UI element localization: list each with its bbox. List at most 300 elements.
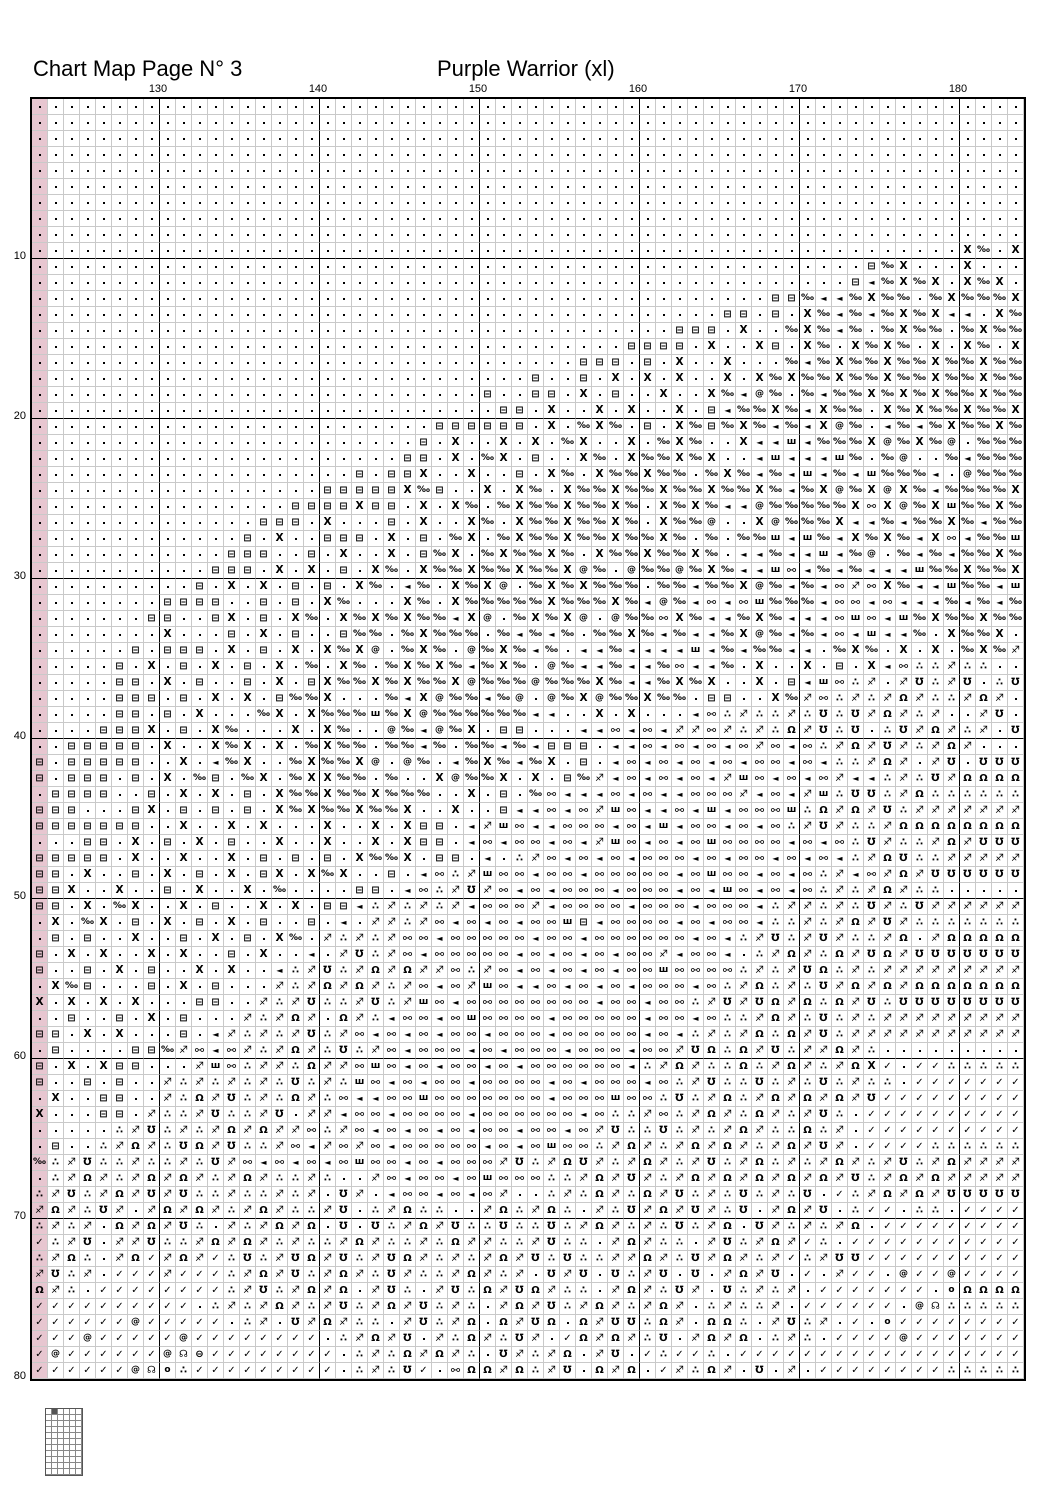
heavy-x-stitch: X xyxy=(464,467,480,483)
arrow-stitch: ♐ xyxy=(480,883,496,899)
mho-stitch: ℧ xyxy=(208,1107,224,1123)
heavy-x-stitch: X xyxy=(720,371,736,387)
flag-stitch: ◄ xyxy=(656,787,672,803)
mho-stitch: ℧ xyxy=(352,947,368,963)
flag-stitch: ◄ xyxy=(816,291,832,307)
dot-stitch xyxy=(848,1107,864,1123)
per-mille-stitch: ‰ xyxy=(992,515,1008,531)
sha-stitch: ш xyxy=(704,835,720,851)
dot-stitch xyxy=(784,659,800,675)
dot-stitch xyxy=(544,227,560,243)
mho-stitch: ℧ xyxy=(1008,675,1024,691)
dot-stitch xyxy=(112,99,128,115)
dot-stitch xyxy=(160,323,176,339)
flag-stitch: ◄ xyxy=(832,531,848,547)
at-stitch: @ xyxy=(832,483,848,499)
omega-stitch: Ω xyxy=(800,995,816,1011)
therefore-stitch: ∴ xyxy=(320,1091,336,1107)
linked-rings-stitch: ⚯ xyxy=(720,755,736,771)
heavy-x-stitch: X xyxy=(560,531,576,547)
omega-stitch: Ω xyxy=(720,1091,736,1107)
heavy-x-stitch: X xyxy=(992,547,1008,563)
per-mille-stitch: ‰ xyxy=(704,499,720,515)
arrow-stitch: ♐ xyxy=(592,771,608,787)
heavy-x-stitch: X xyxy=(560,499,576,515)
dot-stitch xyxy=(336,147,352,163)
therefore-stitch: ∴ xyxy=(736,1075,752,1091)
dot-stitch xyxy=(704,115,720,131)
arrow-stitch: ♐ xyxy=(352,1187,368,1203)
dot-stitch xyxy=(528,227,544,243)
dot-stitch xyxy=(400,307,416,323)
arrow-stitch: ♐ xyxy=(512,1251,528,1267)
linked-rings-stitch: ⚯ xyxy=(608,915,624,931)
per-mille-stitch: ‰ xyxy=(480,563,496,579)
per-mille-stitch: ‰ xyxy=(400,787,416,803)
dot-stitch xyxy=(976,195,992,211)
heavy-x-stitch: X xyxy=(736,435,752,451)
sha-stitch: ш xyxy=(368,707,384,723)
mho-stitch: ℧ xyxy=(1008,835,1024,851)
linked-rings-stitch: ⚯ xyxy=(448,1075,464,1091)
heavy-x-stitch: X xyxy=(880,371,896,387)
omega-stitch: Ω xyxy=(896,1171,912,1187)
arrow-stitch: ♐ xyxy=(672,1299,688,1315)
dot-stitch xyxy=(64,611,80,627)
dot-stitch xyxy=(144,179,160,195)
per-mille-stitch: ‰ xyxy=(624,531,640,547)
dot-stitch xyxy=(464,451,480,467)
heavy-x-stitch: X xyxy=(976,323,992,339)
dot-stitch xyxy=(288,947,304,963)
arrow-stitch: ♐ xyxy=(240,1011,256,1027)
dot-stitch xyxy=(304,211,320,227)
arrow-stitch: ♐ xyxy=(880,835,896,851)
dot-stitch xyxy=(96,1219,112,1235)
dot-stitch xyxy=(416,163,432,179)
dot-stitch xyxy=(48,595,64,611)
heavy-x-stitch: X xyxy=(224,867,240,883)
dot-stitch xyxy=(48,483,64,499)
dot-stitch xyxy=(208,99,224,115)
linked-rings-stitch: ⚯ xyxy=(480,1187,496,1203)
dot-stitch xyxy=(800,243,816,259)
linked-rings-stitch: ⚯ xyxy=(688,819,704,835)
dot-stitch xyxy=(144,867,160,883)
dot-stitch xyxy=(32,179,48,195)
omega-stitch: Ω xyxy=(400,1203,416,1219)
check-stitch: ✓ xyxy=(880,1283,896,1299)
dot-stitch xyxy=(416,387,432,403)
dot-stitch xyxy=(528,211,544,227)
dot-stitch xyxy=(240,947,256,963)
dot-stitch xyxy=(240,131,256,147)
arrow-stitch: ♐ xyxy=(400,1219,416,1235)
therefore-stitch: ∴ xyxy=(816,899,832,915)
mho-stitch: ℧ xyxy=(752,1219,768,1235)
dot-stitch xyxy=(176,739,192,755)
dot-stitch xyxy=(176,227,192,243)
dot-stitch xyxy=(592,195,608,211)
linked-rings-stitch: ⚯ xyxy=(416,1187,432,1203)
dot-stitch xyxy=(32,563,48,579)
dot-stitch xyxy=(640,131,656,147)
per-mille-stitch: ‰ xyxy=(672,547,688,563)
dot-stitch xyxy=(64,403,80,419)
arrow-stitch: ♐ xyxy=(896,915,912,931)
dot-stitch xyxy=(880,1267,896,1283)
boxed-bar-stitch: ⊟ xyxy=(176,723,192,739)
arrow-stitch: ♐ xyxy=(944,1011,960,1027)
linked-rings-stitch: ⚯ xyxy=(560,1059,576,1075)
dot-stitch xyxy=(64,1075,80,1091)
linked-rings-stitch: ⚯ xyxy=(752,755,768,771)
linked-rings-stitch: ⚯ xyxy=(624,803,640,819)
dot-stitch xyxy=(416,243,432,259)
flag-stitch: ◄ xyxy=(688,979,704,995)
heavy-x-stitch: X xyxy=(480,483,496,499)
dot-stitch xyxy=(224,179,240,195)
flag-stitch: ◄ xyxy=(288,1155,304,1171)
per-mille-stitch: ‰ xyxy=(544,531,560,547)
arrow-stitch: ♐ xyxy=(640,1171,656,1187)
heavy-x-stitch: X xyxy=(672,355,688,371)
boxed-bar-stitch: ⊟ xyxy=(704,403,720,419)
dot-stitch xyxy=(464,1203,480,1219)
heavy-x-stitch: X xyxy=(320,739,336,755)
per-mille-stitch: ‰ xyxy=(784,499,800,515)
dot-stitch xyxy=(368,371,384,387)
dot-stitch xyxy=(720,211,736,227)
dot-stitch xyxy=(592,147,608,163)
arrow-stitch: ♐ xyxy=(384,947,400,963)
boxed-bar-stitch: ⊟ xyxy=(112,1107,128,1123)
per-mille-stitch: ‰ xyxy=(592,595,608,611)
arrow-stitch: ♐ xyxy=(640,1235,656,1251)
flag-stitch: ◄ xyxy=(976,515,992,531)
arrow-stitch: ♐ xyxy=(848,1091,864,1107)
check-stitch: ✓ xyxy=(976,1315,992,1331)
dot-stitch xyxy=(256,931,272,947)
mho-stitch: ℧ xyxy=(944,755,960,771)
linked-rings-stitch: ⚯ xyxy=(240,1155,256,1171)
dot-stitch xyxy=(144,739,160,755)
flag-stitch: ◄ xyxy=(752,547,768,563)
dot-stitch xyxy=(384,579,400,595)
check-stitch: ✓ xyxy=(976,1219,992,1235)
dot-stitch xyxy=(592,259,608,275)
dot-stitch xyxy=(960,755,976,771)
check-stitch: ✓ xyxy=(848,1315,864,1331)
dot-stitch xyxy=(304,819,320,835)
check-stitch: ✓ xyxy=(928,1059,944,1075)
arrow-stitch: ♐ xyxy=(896,1027,912,1043)
therefore-stitch: ∴ xyxy=(800,979,816,995)
linked-rings-stitch: ⚯ xyxy=(512,1091,528,1107)
at-stitch: @ xyxy=(528,675,544,691)
mho-stitch: ℧ xyxy=(816,723,832,739)
dot-stitch xyxy=(192,419,208,435)
check-stitch: ✓ xyxy=(288,1347,304,1363)
arrow-stitch: ♐ xyxy=(352,1011,368,1027)
mho-stitch: ℧ xyxy=(816,819,832,835)
therefore-stitch: ∴ xyxy=(800,1251,816,1267)
dot-stitch xyxy=(944,211,960,227)
arrow-stitch: ♐ xyxy=(480,1251,496,1267)
boxed-bar-stitch: ⊟ xyxy=(672,339,688,355)
omega-stitch: Ω xyxy=(544,1203,560,1219)
dot-stitch xyxy=(368,355,384,371)
heavy-x-stitch: X xyxy=(992,499,1008,515)
heavy-x-stitch: X xyxy=(144,1011,160,1027)
arrow-stitch: ♐ xyxy=(272,1139,288,1155)
flag-stitch: ◄ xyxy=(912,419,928,435)
arrow-stitch: ♐ xyxy=(224,1027,240,1043)
dot-stitch xyxy=(464,259,480,275)
dot-stitch xyxy=(272,899,288,915)
per-mille-stitch: ‰ xyxy=(896,403,912,419)
dot-stitch xyxy=(848,227,864,243)
arrow-stitch: ♐ xyxy=(912,1011,928,1027)
heavy-x-stitch: X xyxy=(448,451,464,467)
per-mille-stitch: ‰ xyxy=(912,275,928,291)
dot-stitch xyxy=(160,147,176,163)
dot-stitch xyxy=(384,243,400,259)
per-mille-stitch: ‰ xyxy=(528,515,544,531)
check-stitch: ✓ xyxy=(960,1219,976,1235)
dot-stitch xyxy=(176,771,192,787)
heavy-x-stitch: X xyxy=(96,947,112,963)
flag-stitch: ◄ xyxy=(208,755,224,771)
heavy-x-stitch: X xyxy=(512,515,528,531)
dot-stitch xyxy=(816,115,832,131)
arrow-stitch: ♐ xyxy=(912,691,928,707)
dot-stitch xyxy=(160,227,176,243)
dot-stitch xyxy=(768,195,784,211)
arrow-stitch: ♐ xyxy=(480,1235,496,1251)
arrow-stitch: ♐ xyxy=(768,1219,784,1235)
therefore-stitch: ∴ xyxy=(448,867,464,883)
dot-stitch xyxy=(48,515,64,531)
dot-stitch xyxy=(272,547,288,563)
dot-stitch xyxy=(208,291,224,307)
at-stitch: @ xyxy=(656,595,672,611)
dot-stitch xyxy=(128,1203,144,1219)
dot-stitch xyxy=(592,227,608,243)
therefore-stitch: ∴ xyxy=(304,1299,320,1315)
dot-stitch xyxy=(48,451,64,467)
dot-stitch xyxy=(144,899,160,915)
linked-rings-stitch: ⚯ xyxy=(560,995,576,1011)
therefore-stitch: ∴ xyxy=(848,1203,864,1219)
dot-stitch xyxy=(464,179,480,195)
dot-stitch xyxy=(768,259,784,275)
linked-rings-stitch: ⚯ xyxy=(432,1043,448,1059)
arrow-stitch: ♐ xyxy=(288,1283,304,1299)
per-mille-stitch: ‰ xyxy=(416,659,432,675)
arrow-stitch: ♐ xyxy=(768,1107,784,1123)
dot-stitch xyxy=(144,451,160,467)
dot-stitch xyxy=(880,675,896,691)
flag-stitch: ◄ xyxy=(608,771,624,787)
dot-stitch xyxy=(192,467,208,483)
dot-stitch xyxy=(240,115,256,131)
dot-stitch xyxy=(624,291,640,307)
dot-stitch xyxy=(112,611,128,627)
heavy-x-stitch: X xyxy=(240,755,256,771)
dot-stitch xyxy=(576,339,592,355)
boxed-bar-stitch: ⊟ xyxy=(256,867,272,883)
check-stitch: ✓ xyxy=(256,1347,272,1363)
dot-stitch xyxy=(128,275,144,291)
dot-stitch xyxy=(48,403,64,419)
flag-stitch: ◄ xyxy=(400,1123,416,1139)
dot-stitch xyxy=(208,323,224,339)
chart-row xyxy=(32,1299,1024,1315)
flag-stitch: ◄ xyxy=(448,915,464,931)
flag-stitch: ◄ xyxy=(752,451,768,467)
dot-stitch xyxy=(512,435,528,451)
dot-stitch xyxy=(320,1011,336,1027)
linked-rings-stitch: ⚯ xyxy=(768,739,784,755)
heavy-x-stitch: X xyxy=(128,995,144,1011)
arrow-stitch: ♐ xyxy=(960,691,976,707)
flag-stitch: ◄ xyxy=(688,659,704,675)
dot-stitch xyxy=(640,403,656,419)
arrow-stitch: ♐ xyxy=(896,675,912,691)
per-mille-stitch: ‰ xyxy=(768,371,784,387)
flag-stitch: ◄ xyxy=(800,451,816,467)
dot-stitch xyxy=(96,243,112,259)
dot-stitch xyxy=(304,899,320,915)
dot-stitch xyxy=(448,387,464,403)
per-mille-stitch: ‰ xyxy=(800,499,816,515)
linked-rings-stitch: ⚯ xyxy=(528,1027,544,1043)
arrow-stitch: ♐ xyxy=(800,947,816,963)
mho-stitch: ℧ xyxy=(384,1283,400,1299)
linked-rings-stitch: ⚯ xyxy=(704,979,720,995)
arrow-stitch: ♐ xyxy=(928,931,944,947)
dot-stitch xyxy=(96,371,112,387)
arrow-stitch: ♐ xyxy=(880,899,896,915)
therefore-stitch: ∴ xyxy=(960,659,976,675)
dot-stitch xyxy=(112,195,128,211)
check-stitch: ✓ xyxy=(48,1363,64,1379)
dot-stitch xyxy=(864,99,880,115)
arrow-stitch: ♐ xyxy=(480,1267,496,1283)
per-mille-stitch: ‰ xyxy=(704,547,720,563)
per-mille-stitch: ‰ xyxy=(912,323,928,339)
therefore-stitch: ∴ xyxy=(352,1299,368,1315)
per-mille-stitch: ‰ xyxy=(736,531,752,547)
therefore-stitch: ∴ xyxy=(96,1139,112,1155)
linked-rings-stitch: ⚯ xyxy=(640,899,656,915)
dot-stitch xyxy=(112,147,128,163)
dot-stitch xyxy=(224,531,240,547)
dot-stitch xyxy=(160,451,176,467)
linked-rings-stitch: ⚯ xyxy=(592,1059,608,1075)
linked-rings-stitch: ⚯ xyxy=(448,1139,464,1155)
flag-stitch: ◄ xyxy=(928,579,944,595)
omega-stitch: Ω xyxy=(704,1331,720,1347)
check-stitch: ✓ xyxy=(928,1091,944,1107)
dot-stitch xyxy=(176,883,192,899)
dot-stitch xyxy=(848,195,864,211)
linked-rings-stitch: ⚯ xyxy=(432,1171,448,1187)
arrow-stitch: ♐ xyxy=(976,1027,992,1043)
heavy-x-stitch: X xyxy=(864,291,880,307)
dot-stitch xyxy=(928,1043,944,1059)
check-stitch: ✓ xyxy=(160,1283,176,1299)
omega-stitch: Ω xyxy=(304,1219,320,1235)
flag-stitch: ◄ xyxy=(720,931,736,947)
omega-stitch: Ω xyxy=(224,1123,240,1139)
dot-stitch xyxy=(160,115,176,131)
dot-stitch xyxy=(944,115,960,131)
arrow-stitch: ♐ xyxy=(896,787,912,803)
dot-stitch xyxy=(256,451,272,467)
per-mille-stitch: ‰ xyxy=(592,563,608,579)
mho-stitch: ℧ xyxy=(1008,995,1024,1011)
arrow-stitch: ♐ xyxy=(576,1171,592,1187)
dot-stitch xyxy=(400,115,416,131)
dot-stitch xyxy=(64,355,80,371)
dot-stitch xyxy=(160,1059,176,1075)
dot-stitch xyxy=(432,355,448,371)
arrow-stitch: ♐ xyxy=(752,1011,768,1027)
arrow-stitch: ♐ xyxy=(864,739,880,755)
dot-stitch xyxy=(480,803,496,819)
heavy-x-stitch: X xyxy=(592,675,608,691)
dot-stitch xyxy=(208,435,224,451)
boxed-bar-stitch: ⊟ xyxy=(528,371,544,387)
dot-stitch xyxy=(960,115,976,131)
check-stitch: ✓ xyxy=(944,1315,960,1331)
per-mille-stitch: ‰ xyxy=(112,899,128,915)
per-mille-stitch: ‰ xyxy=(848,403,864,419)
dot-stitch xyxy=(176,675,192,691)
per-mille-stitch: ‰ xyxy=(896,579,912,595)
dot-stitch xyxy=(336,179,352,195)
dot-stitch xyxy=(752,115,768,131)
per-mille-stitch: ‰ xyxy=(960,643,976,659)
dot-stitch xyxy=(80,947,96,963)
dot-stitch xyxy=(416,99,432,115)
linked-rings-stitch: ⚯ xyxy=(448,963,464,979)
arrow-stitch: ♐ xyxy=(416,1235,432,1251)
dot-stitch xyxy=(48,675,64,691)
therefore-stitch: ∴ xyxy=(736,1091,752,1107)
heavy-x-stitch: X xyxy=(848,339,864,355)
dot-stitch xyxy=(496,355,512,371)
dot-stitch xyxy=(160,899,176,915)
dot-stitch xyxy=(176,243,192,259)
omega-stitch: Ω xyxy=(80,1171,96,1187)
therefore-stitch: ∴ xyxy=(1008,1059,1024,1075)
stitch-chart-grid xyxy=(30,97,1026,1381)
dot-stitch xyxy=(544,163,560,179)
chart-row xyxy=(32,1091,1024,1107)
arrow-stitch: ♐ xyxy=(832,803,848,819)
dot-stitch xyxy=(80,547,96,563)
dot-stitch xyxy=(288,211,304,227)
per-mille-stitch: ‰ xyxy=(192,771,208,787)
dot-stitch xyxy=(224,675,240,691)
dot-stitch xyxy=(48,1011,64,1027)
per-mille-stitch: ‰ xyxy=(816,307,832,323)
arrow-stitch: ♐ xyxy=(688,1075,704,1091)
therefore-stitch: ∴ xyxy=(160,1235,176,1251)
